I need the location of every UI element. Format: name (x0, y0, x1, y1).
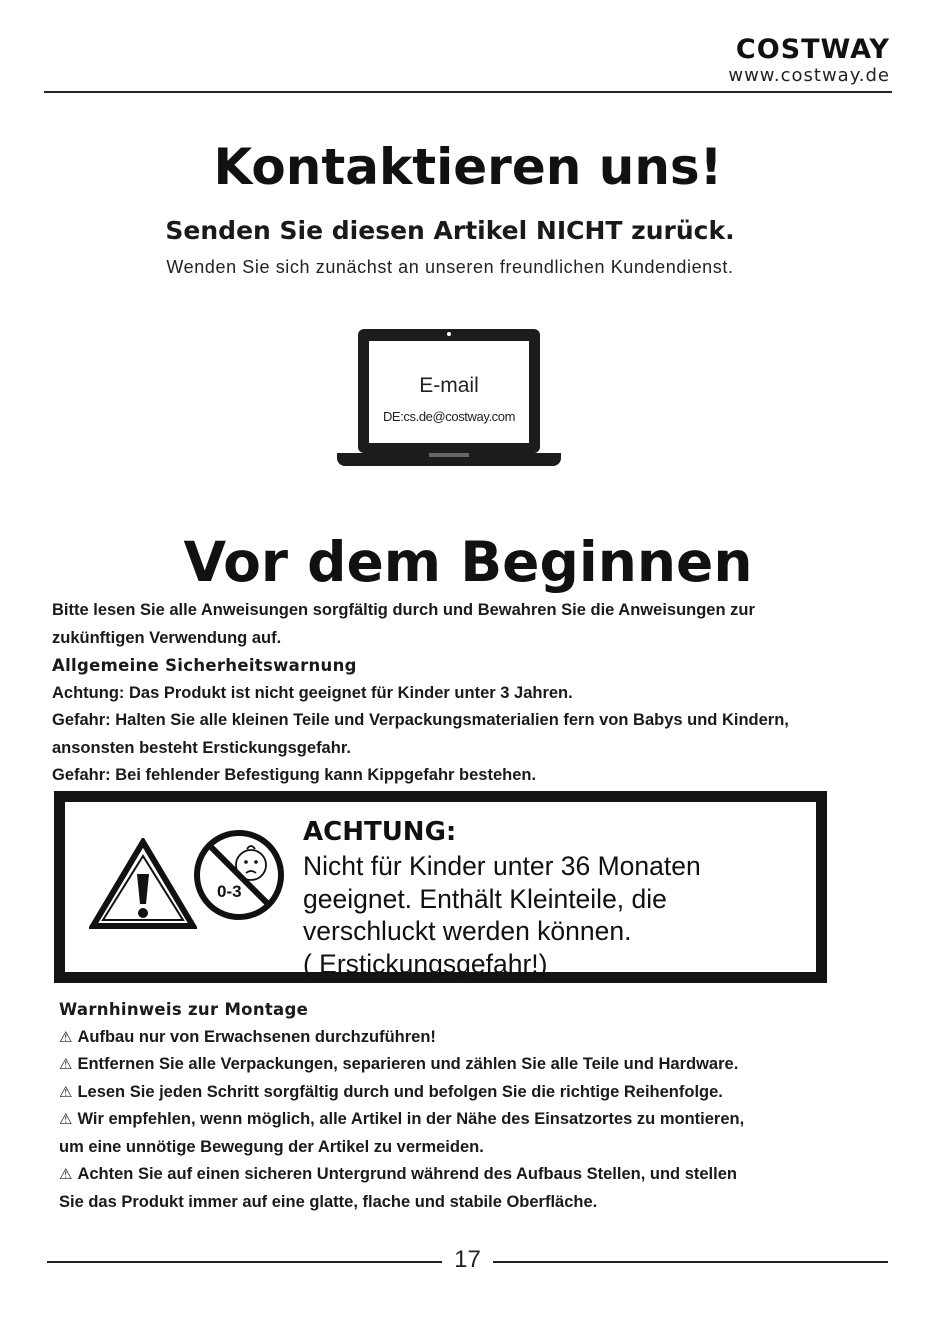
warning-box-inner (65, 802, 816, 979)
laptop-camera (447, 332, 451, 336)
warning-line: ( Erstickungsgefahr!) (303, 948, 548, 979)
laptop-icon (358, 329, 540, 453)
no-children-icon (191, 827, 287, 923)
safety-heading: Allgemeine Sicherheitswarnung (52, 656, 357, 675)
assembly-heading: Warnhinweis zur Montage (59, 1000, 309, 1019)
brand-logo: COSTWAY (735, 34, 890, 65)
brand-block (728, 36, 890, 86)
warning-sign-icon: ⚠ (59, 1083, 73, 1101)
assembly-item: ⚠ Aufbau nur von Erwachsenen durchzuführen! (59, 1027, 436, 1046)
warning-text (303, 850, 803, 980)
warning-heading: ACHTUNG: (303, 817, 457, 847)
laptop-display (369, 341, 529, 443)
instructions-line: zukünftigen Verwendung auf. (52, 628, 282, 647)
assembly-item: ⚠ Lesen Sie jeden Schritt sorgfältig durch und befolgen Sie die richtige Reihenfolge. (59, 1082, 723, 1101)
safety-line: Gefahr: Halten Sie alle kleinen Teile und Verpackungsmaterialien fern von Babys und Kindern, (52, 711, 789, 729)
instructions-line: Bitte lesen Sie alle Anweisungen sorgfältig durch und Bewahren Sie die Anweisungen zur (52, 601, 755, 619)
contact-title: Kontaktieren uns! (213, 138, 723, 196)
safety-line: Gefahr: Bei fehlender Befestigung kann Kippgefahr bestehen. (52, 766, 537, 784)
instructions-block (52, 597, 892, 790)
page-number: 17 (454, 1246, 481, 1273)
laptop-base (337, 453, 561, 466)
assembly-item: ⚠ Wir empfehlen, wenn möglich, alle Artikel in der Nähe des Einsatzortes zu montieren, (59, 1110, 745, 1128)
brand-url: www.costway.de (728, 65, 890, 86)
warning-box (54, 791, 827, 983)
assembly-item: ⚠ Achten Sie auf einen sicheren Untergrund während des Aufbaus Stellen, und stellen (59, 1165, 737, 1183)
assembly-item-continuation: Sie das Produkt immer auf eine glatte, flache und stabile Oberfläche. (59, 1192, 598, 1211)
assembly-item: ⚠ Entfernen Sie alle Verpackungen, separieren und zählen Sie alle Teile und Hardware. (59, 1055, 739, 1073)
warning-sign-icon: ⚠ (59, 1056, 73, 1073)
warning-line: geeignet. Enthält Kleinteile, die (303, 883, 667, 914)
warning-sign-icon: ⚠ (59, 1166, 73, 1183)
warning-line: Nicht für Kinder unter 36 Monaten (303, 851, 701, 881)
assembly-block (59, 996, 899, 1216)
warning-line: verschluckt werden können. (303, 916, 632, 946)
before-title: Vor dem Beginnen (183, 530, 753, 594)
laptop-notch (429, 453, 469, 457)
email-label: E-mail (419, 374, 479, 397)
contact-intro: Wenden Sie sich zunächst an unseren freundlichen Kundendienst. (166, 257, 734, 277)
header-rule (44, 91, 892, 93)
age-label: 0-3 (217, 882, 242, 901)
warning-sign-icon: ⚠ (59, 1111, 73, 1128)
footer-rule-left (47, 1261, 442, 1263)
email-address: DE:cs.de@costway.com (382, 409, 516, 424)
contact-subtitle: Senden Sie diesen Artikel NICHT zurück. (165, 216, 735, 245)
safety-line: ansonsten besteht Erstickungsgefahr. (52, 738, 351, 757)
warning-triangle-icon (89, 838, 197, 930)
safety-line: Achtung: Das Produkt ist nicht geeignet für Kinder unter 3 Jahren. (52, 683, 573, 702)
warning-sign-icon: ⚠ (59, 1028, 73, 1046)
assembly-item-continuation: um eine unnötige Bewegung der Artikel zu vermeiden. (59, 1137, 484, 1156)
footer-rule-right (493, 1261, 888, 1263)
